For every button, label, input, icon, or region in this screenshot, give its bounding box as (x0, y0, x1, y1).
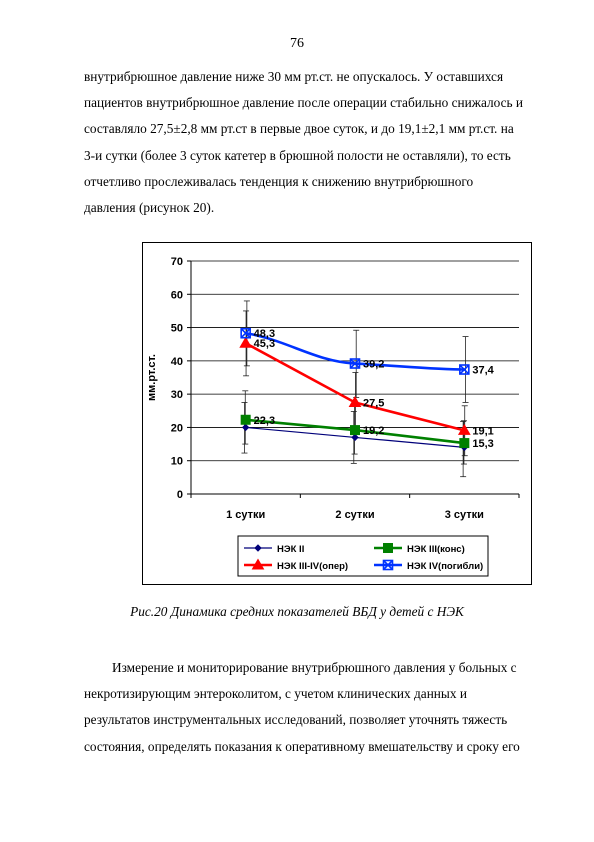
y-tick-label: 40 (170, 355, 183, 368)
paragraph-line-last: давления (рисунок 20). (84, 200, 215, 216)
legend-label: НЭК IV(погибли) (407, 561, 484, 572)
paragraph-line: состояния, определять показания к оперативному вмешательству и сроку его (84, 738, 520, 754)
paragraph-line: 3-и сутки (более 3 суток катетер в брюшной полости не оставляли), то есть (84, 147, 511, 163)
data-point (243, 424, 249, 430)
data-point (351, 426, 360, 435)
y-tick-label: 70 (170, 256, 183, 268)
figure-frame (142, 242, 532, 585)
legend-label: НЭК III-IV(опер) (277, 561, 349, 572)
paragraph-line: пациентов внутрибрюшное давление после операции стабильно снижалось и (84, 95, 523, 111)
line-chart (143, 243, 531, 584)
x-tick-label: 2 сутки (335, 509, 375, 521)
data-point (240, 338, 251, 348)
data-label: 15,3 (472, 438, 494, 451)
y-tick-label: 10 (170, 455, 183, 468)
data-label: 37,4 (472, 364, 494, 377)
data-point (352, 434, 358, 440)
paragraph-line: Измерение и мониторирование внутрибрюшного давления у больных с (112, 660, 517, 675)
x-tick-label: 1 сутки (226, 509, 266, 521)
y-tick-label: 50 (170, 322, 183, 335)
data-label: 22,3 (253, 414, 276, 427)
data-label: 19,2 (363, 425, 385, 438)
figure-caption: Рис.20 Динамика средних показателей ВБД у детей с НЭК (130, 604, 464, 619)
y-tick-label: 60 (170, 289, 183, 302)
y-tick-label: 0 (176, 489, 183, 501)
data-label: 39,2 (363, 358, 385, 371)
paragraph-2 (84, 655, 534, 760)
legend-swatch-marker (384, 544, 393, 553)
y-tick-label: 20 (170, 422, 183, 435)
paragraph-line: некротизирующим энтероколитом, с учетом клинических данных и (84, 686, 467, 702)
page-number: 76 (290, 36, 304, 51)
legend-label: НЭК II (277, 544, 305, 555)
paragraph-line: внутрибрюшное давление ниже 30 мм рт.ст. не опускалось. У оставшихся (84, 69, 504, 84)
data-point (460, 439, 469, 448)
data-point (241, 415, 250, 424)
paragraph-line: составляло 27,5±2,8 мм рт.ст в первые двое суток, и до 19,1±2,1 мм рт.ст. на (84, 121, 514, 137)
paragraph-line: отчетливо прослеживалась тенденция к снижению внутрибрюшного (84, 173, 474, 189)
legend-label: НЭК III(конс) (407, 544, 465, 555)
x-tick-label: 3 сутки (444, 509, 484, 521)
data-label: 48,3 (253, 328, 276, 341)
paragraph-1 (84, 64, 534, 221)
data-label: 45,3 (253, 338, 276, 351)
y-tick-label: 30 (170, 389, 183, 402)
y-axis-label: мм.рт.ст. (146, 354, 158, 401)
data-label: 19,1 (472, 425, 494, 438)
paragraph-line: результатов инструментальных исследований, позволяет уточнять тяжесть (84, 712, 508, 728)
data-label: 27,5 (363, 397, 385, 410)
